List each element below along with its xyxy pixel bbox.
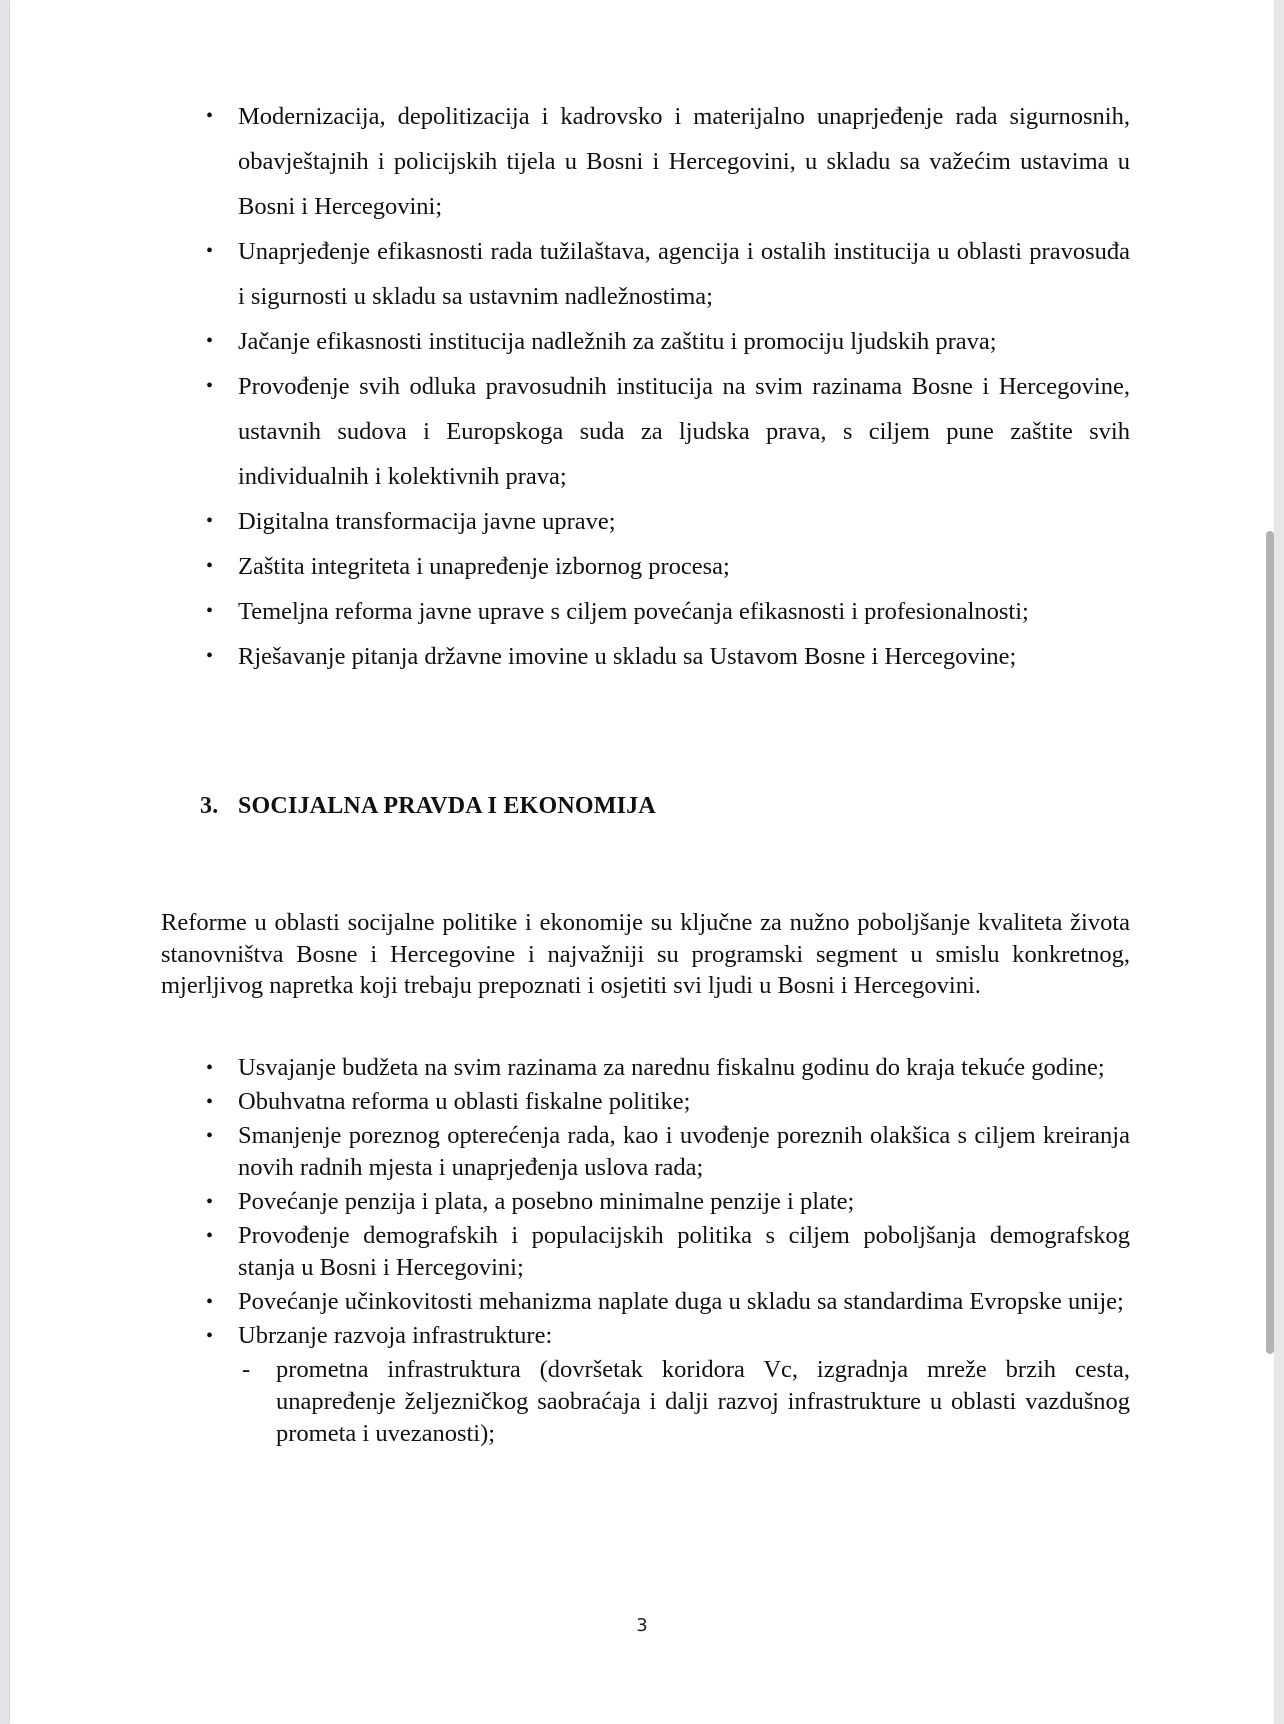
scrollbar-track[interactable] [1274, 0, 1284, 1724]
bullet-icon: • [206, 1125, 214, 1147]
bullet-icon: • [206, 105, 214, 127]
bullet-icon: • [206, 510, 214, 532]
bullet-icon: • [206, 375, 214, 397]
bullet-icon: • [206, 1325, 214, 1347]
list-item: • Modernizacija, depolitizacija i kadrovsko i materijalno unaprjeđenje rada sigurnosnih, obavještajnih i policijskih tijela u Bosni i Hercegovini, u skladu sa važećim ustavima u Bosni i Hercegovini; [10, 94, 1130, 229]
bullet-icon: • [206, 1057, 214, 1079]
bullet-icon: • [206, 240, 214, 262]
list-item: • Obuhvatna reforma u oblasti fiskalne politike; [10, 1086, 1130, 1118]
sub-list-item: - prometna infrastruktura (dovršetak koridora Vc, izgradnja mreže brzih cesta, unapređenje željezničkog saobraćaja i dalji razvoj infrastrukture u oblasti vazdušnog prometa i uvezanosti); [242, 1356, 1130, 1447]
bullet-icon: • [206, 600, 214, 622]
list-item: • Povećanje penzija i plata, a posebno minimalne penzije i plate; [10, 1186, 1130, 1218]
bullet-icon: • [206, 1225, 214, 1247]
bullet-icon: • [206, 1191, 214, 1213]
section-number: 3. [200, 793, 219, 819]
section-title: SOCIJALNA PRAVDA I EKONOMIJA [238, 793, 656, 819]
list-item: • Zaštita integriteta i unapređenje izbornog procesa; [10, 544, 1130, 589]
list-item: • Ubrzanje razvoja infrastrukture: [10, 1320, 1130, 1352]
list-item: • Provođenje demografskih i populacijskih politika s ciljem poboljšanja demografskog stanja u Bosni i Hercegovini; [206, 1222, 1130, 1281]
list-item: • Digitalna transformacija javne uprave; [10, 499, 1130, 544]
bullet-icon: • [206, 555, 214, 577]
bullet-list-social-economy [10, 1052, 1130, 1450]
list-item: • Smanjenje poreznog opterećenja rada, kao i uvođenje poreznih olakšica s ciljem kreiranja novih radnih mjesta i unaprjeđenja uslova rada; [206, 1122, 1130, 1181]
list-item: • Jačanje efikasnosti institucija nadležnih za zaštitu i promociju ljudskih prava; [10, 319, 1130, 364]
bullet-icon: • [206, 645, 214, 667]
list-item: • Temeljna reforma javne uprave s ciljem povećanja efikasnosti i profesionalnosti; [10, 589, 1130, 634]
bullet-icon: • [206, 330, 214, 352]
list-item: • Rješavanje pitanja državne imovine u skladu sa Ustavom Bosne i Hercegovine; [10, 634, 1130, 679]
section-heading [200, 793, 656, 820]
list-item: • Povećanje učinkovitosti mehanizma naplate duga u skladu sa standardima Evropske unije; [10, 1286, 1130, 1318]
dash-icon: - [242, 1356, 251, 1383]
bullet-list-governance [10, 94, 1130, 679]
document-page [10, 0, 1274, 1724]
list-item: • Unaprjeđenje efikasnosti rada tužilaštava, agencija i ostalih institucija u oblasti pravosuđa i sigurnosti u skladu sa ustavnim nadležnostima; [10, 229, 1130, 319]
list-item: • Provođenje svih odluka pravosudnih institucija na svim razinama Bosne i Hercegovine, ustavnih sudova i Europskoga suda za ljudska prava, s ciljem pune zaštite svih individualnih i kolektivnih prava; [10, 364, 1130, 499]
page-number: 3 [636, 1615, 648, 1636]
bullet-icon: • [206, 1291, 214, 1313]
bullet-icon: • [206, 1091, 214, 1113]
list-item: • Usvajanje budžeta na svim razinama za narednu fiskalnu godinu do kraja tekuće godine; [10, 1052, 1130, 1084]
scrollbar-thumb[interactable] [1266, 531, 1274, 1354]
section-intro-paragraph: Reforme u oblasti socijalne politike i ekonomije su ključne za nužno poboljšanje kvaliteta života stanovništva Bosne i Hercegovine i najvažniji su programski segment u smislu konkretnog, mjerljivog napretka koji trebaju prepoznati i osjetiti svi ljudi u Bosni i Hercegovini. [161, 909, 1130, 999]
